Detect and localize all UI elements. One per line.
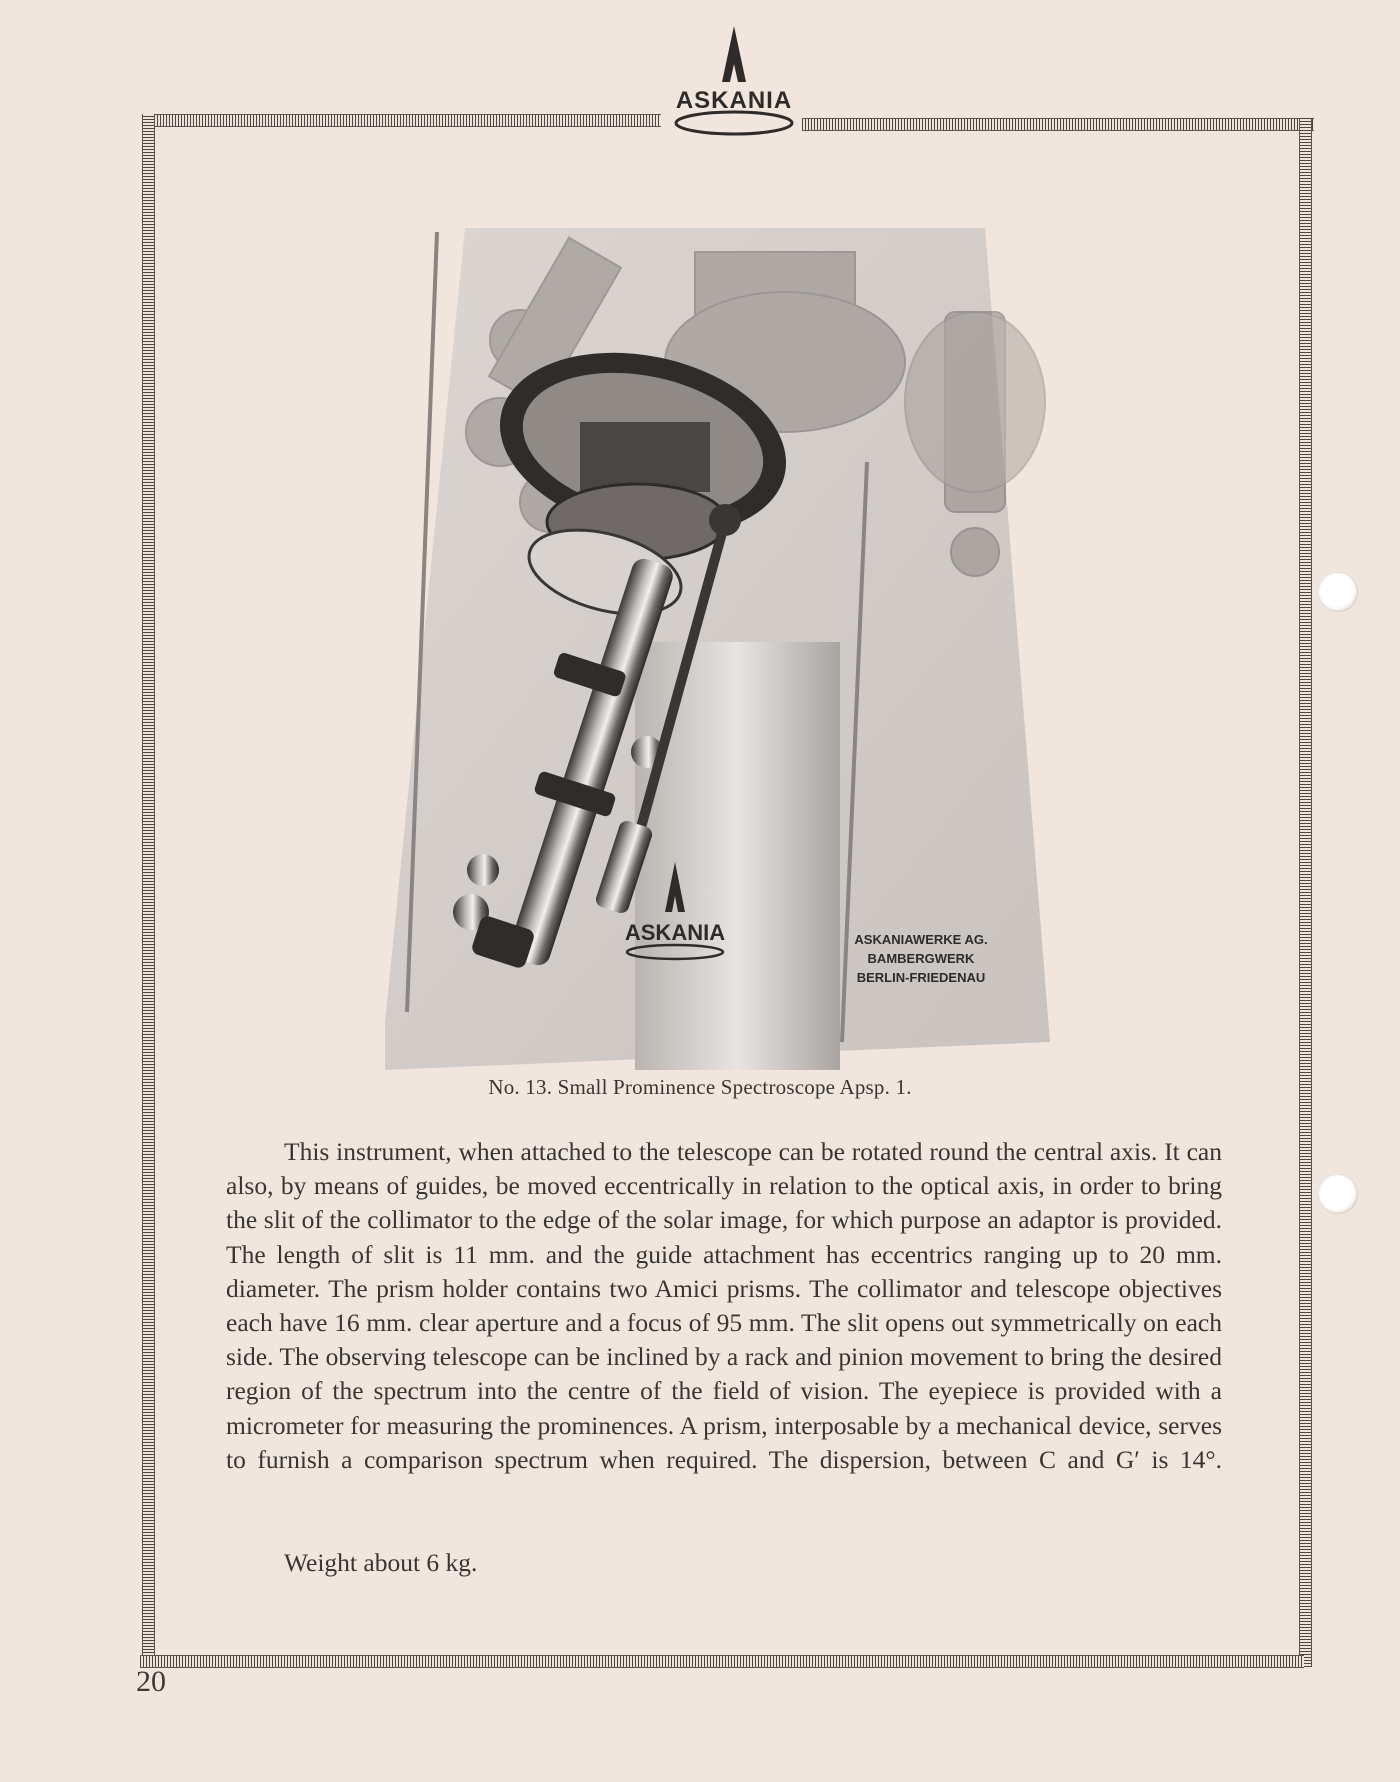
svg-text:ASKANIA: ASKANIA (624, 920, 726, 945)
frame-left (142, 114, 155, 1662)
frame-top-right (802, 118, 1314, 131)
maker-imprint (854, 932, 987, 985)
askania-logo (664, 20, 804, 142)
page-number: 20 (136, 1665, 166, 1698)
description-text: This instrument, when attached to the telescope can be rotated round the central axis. It can also, by means of guides, be moved eccentrically in relation to the optical axis, in order to bring the slit of the collimator to the edge of the solar image, for which purpose an adaptor is provided. The length of slit is 11 mm. and the guide attachment has eccentrics ranging up to 20 mm. diameter. The prism holder contains two Amici prisms. The collimator and telescope objectives each have 16 mm. clear aperture and a focus of 95 mm. The slit opens out symmetrically on each side. The observing telescope can be inclined by a rack and pinion movement to bring the desired region of the spectrum into the centre of the field of vision. The eyepiece is provided with a micrometer for measuring the prominences. A prism, interposable by a mechanical device, serves to furnish a comparison spectrum when required. The dispersion, between C and G′ is 14°. (226, 1137, 1222, 1474)
frame-bottom (140, 1655, 1304, 1668)
description-paragraph (226, 1135, 1222, 1477)
frame-right (1299, 118, 1312, 1667)
svg-text:ASKANIAWERKE AG.: ASKANIAWERKE AG. (854, 932, 988, 947)
figure-caption: No. 13. Small Prominence Spectroscope Apsp. 1. (488, 1075, 912, 1099)
svg-text:ASKANIA: ASKANIA (675, 87, 793, 114)
spectroscope-photo (385, 222, 1050, 1070)
punch-hole (1318, 572, 1358, 612)
weight-line: Weight about 6 kg. (284, 1548, 478, 1577)
punch-hole (1318, 1174, 1358, 1214)
svg-text:BAMBERGWERK: BAMBERGWERK (867, 951, 975, 966)
frame-top-left (148, 114, 661, 127)
svg-text:BERLIN-FRIEDENAU: BERLIN-FRIEDENAU (856, 970, 986, 985)
